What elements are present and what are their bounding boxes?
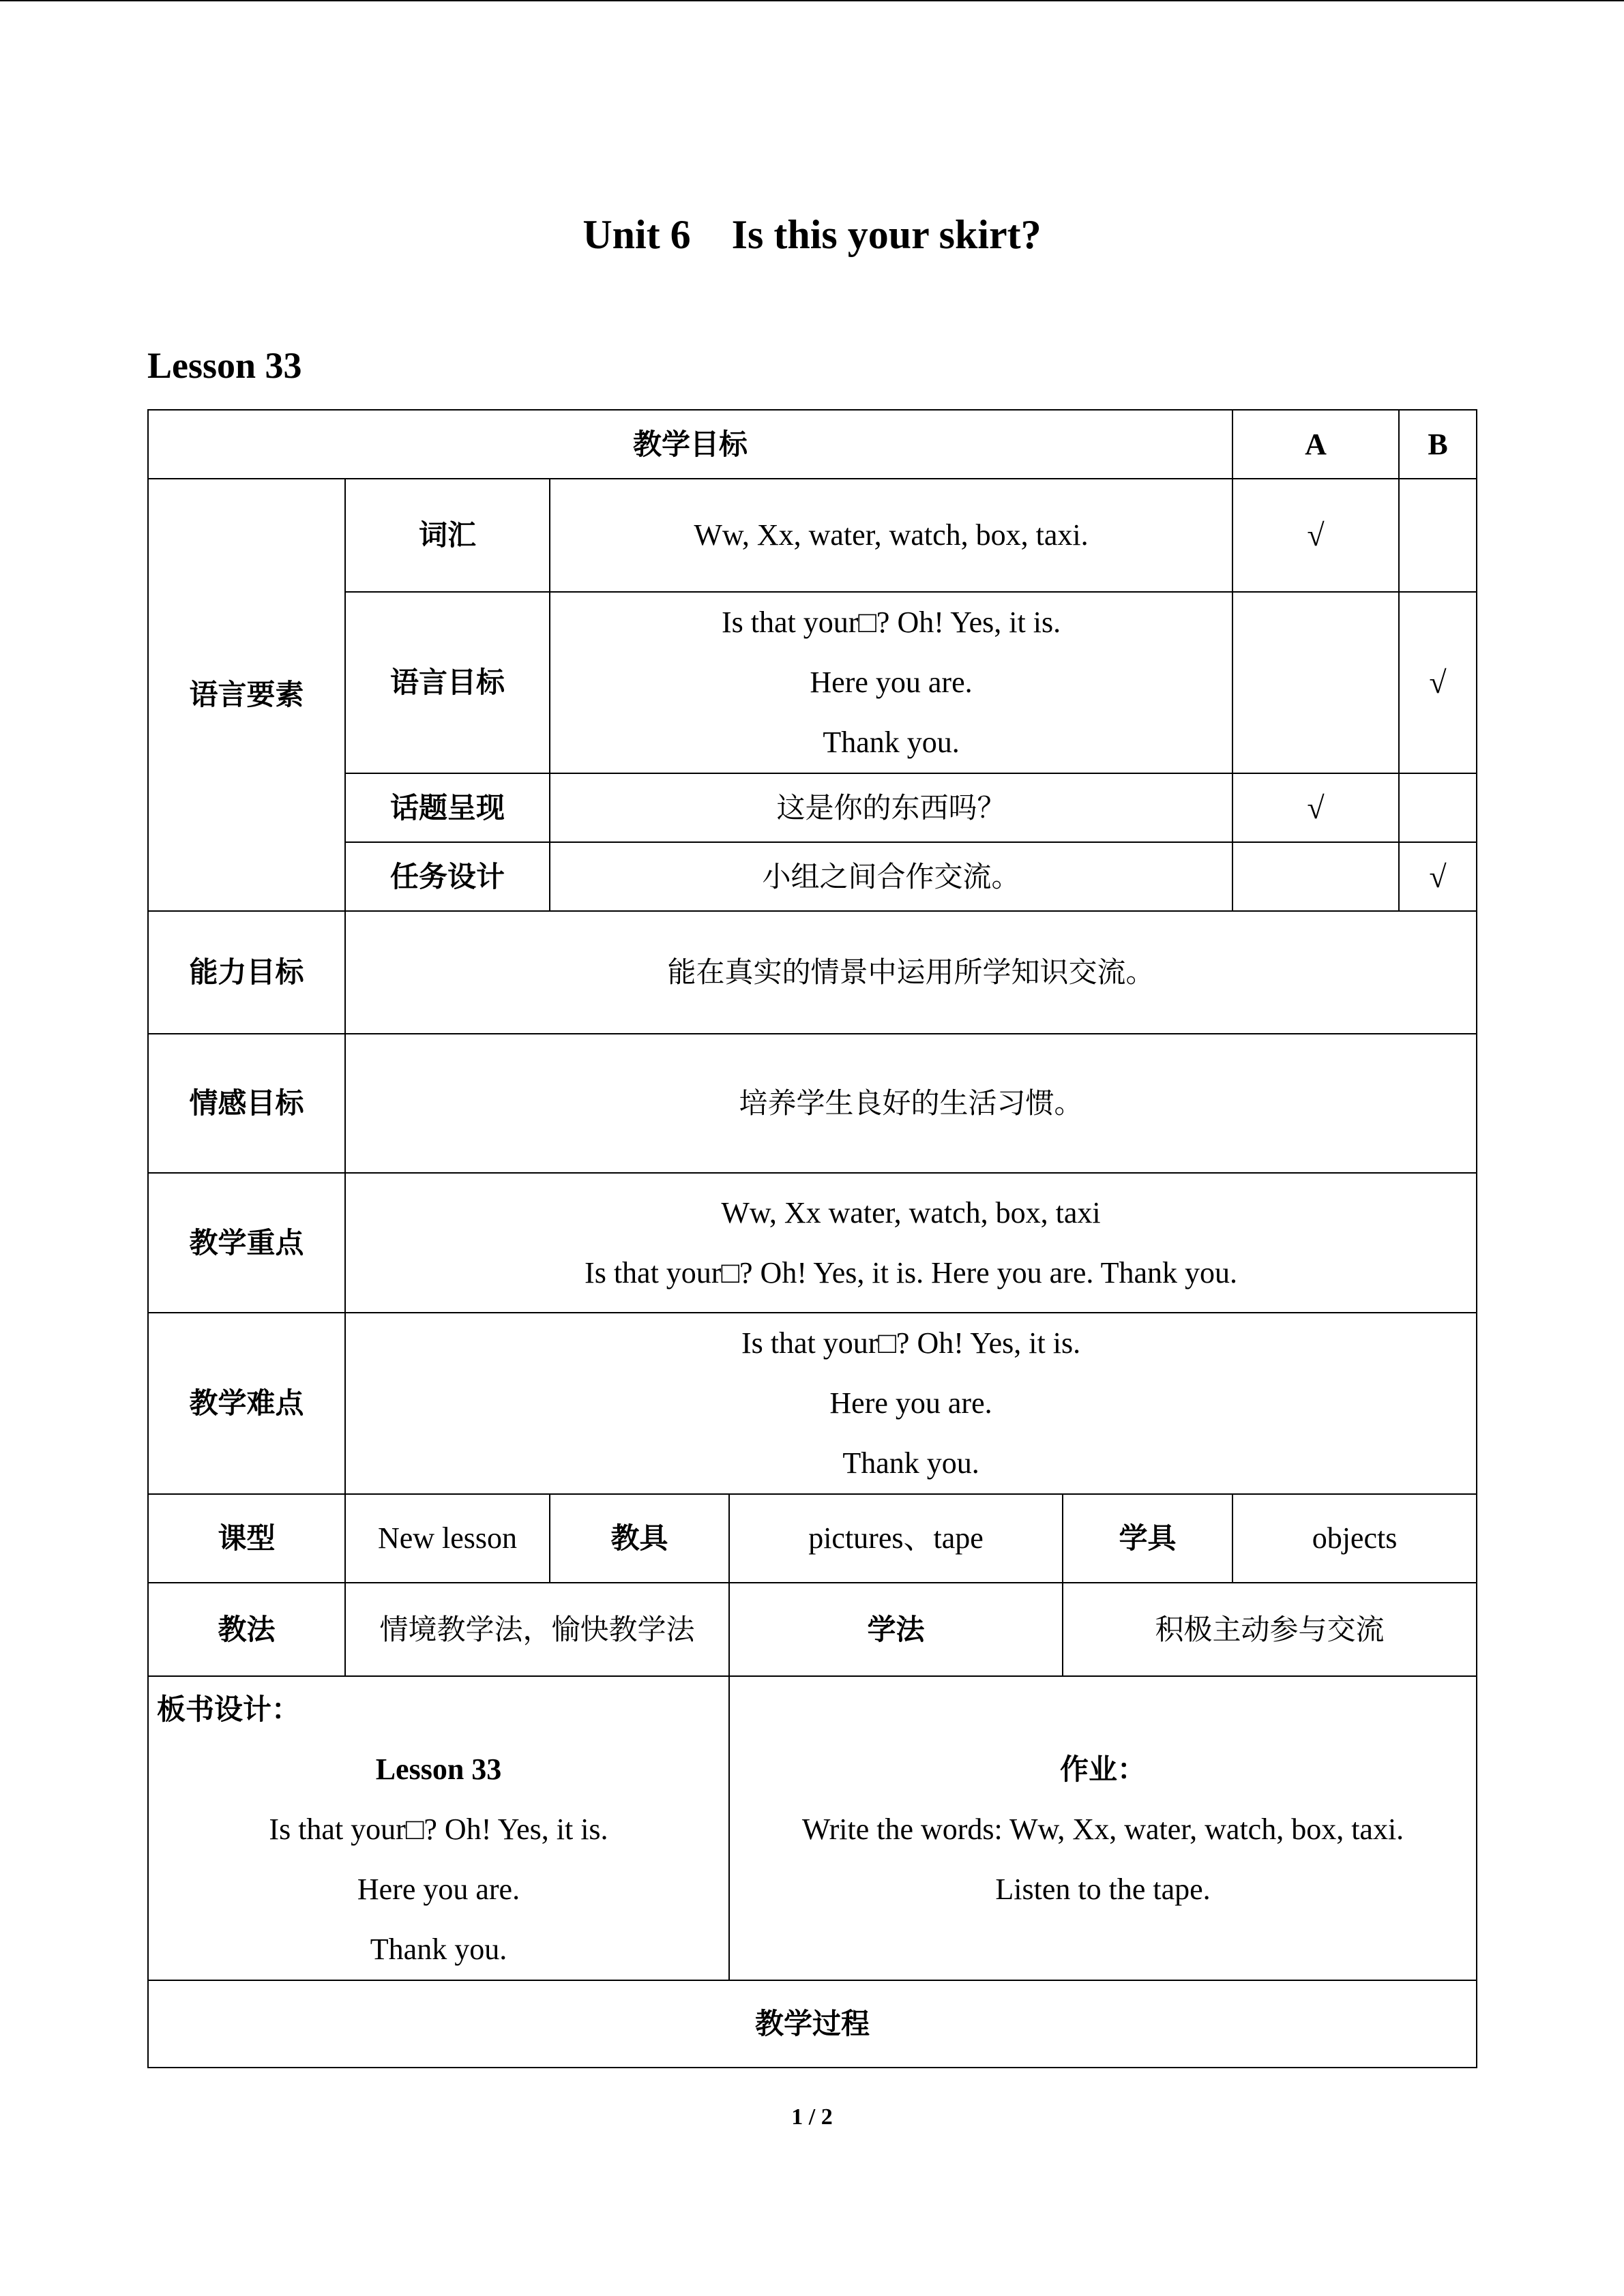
- board-design-line-3: Thank you.: [370, 1933, 507, 1966]
- language-elements-label: 语言要素: [148, 479, 345, 911]
- learning-method-label: 学法: [729, 1583, 1063, 1676]
- objectives-header: 教学目标: [148, 410, 1232, 479]
- task-label: 任务设计: [345, 842, 550, 911]
- emotion-label: 情感目标: [148, 1034, 345, 1173]
- page-number: 1 / 2: [791, 2104, 833, 2130]
- topic-content: 这是你的东西吗？: [550, 773, 1232, 842]
- difficulties-content: [345, 1313, 1477, 1494]
- key-points-line-1: Ww, Xx water, watch, box, taxi: [721, 1195, 1101, 1229]
- homework-label: 作业：: [1060, 1753, 1147, 1786]
- language-goals-label: 语言目标: [345, 592, 550, 773]
- language-goals-line-1: Is that your□? Oh! Yes, it is.: [721, 606, 1061, 639]
- board-design-line-2: Here you are.: [357, 1873, 520, 1906]
- teaching-method-label: 教法: [148, 1583, 345, 1676]
- teaching-method-value: 情境教学法，愉快教学法: [345, 1583, 729, 1676]
- language-goals-content: [550, 592, 1232, 773]
- board-design-title: Lesson 33: [375, 1753, 502, 1786]
- task-b-mark: √: [1399, 842, 1477, 911]
- task-content: 小组之间合作交流。: [550, 842, 1232, 911]
- vocabulary-a-mark: √: [1232, 479, 1399, 592]
- vocabulary-content: [550, 479, 1232, 592]
- topic-label: 话题呈现: [345, 773, 550, 842]
- lesson-type-value: New lesson: [345, 1494, 550, 1583]
- board-design-cell: [148, 1676, 729, 1980]
- language-goals-line-2: Here you are.: [810, 666, 973, 699]
- page-top-border: [0, 0, 1624, 1]
- column-a-label: A: [1305, 427, 1327, 461]
- language-goals-a-mark: [1232, 592, 1399, 773]
- vocabulary-line: Ww, Xx, water, watch, box, taxi.: [694, 518, 1089, 552]
- vocabulary-b-mark: [1399, 479, 1477, 592]
- lesson-plan-table: [147, 409, 1477, 2068]
- ability-label: 能力目标: [148, 911, 345, 1034]
- vocabulary-label: 词汇: [345, 479, 550, 592]
- difficulties-line-3: Thank you.: [842, 1446, 979, 1480]
- key-points-line-2: Is that your□? Oh! Yes, it is. Here you are. Thank you.: [585, 1255, 1237, 1289]
- ability-content: 能在真实的情景中运用所学知识交流。: [345, 911, 1477, 1034]
- emotion-content: 培养学生良好的生活习惯。: [345, 1034, 1477, 1173]
- language-goals-b-mark: √: [1399, 592, 1477, 773]
- difficulties-label: 教学难点: [148, 1313, 345, 1494]
- topic-b-mark: [1399, 773, 1477, 842]
- topic-a-mark: √: [1232, 773, 1399, 842]
- key-points-content: [345, 1173, 1477, 1313]
- lesson-heading: Lesson 33: [147, 345, 302, 386]
- learning-aids-value: objects: [1232, 1494, 1477, 1583]
- homework-line-1: Write the words: Ww, Xx, water, watch, box, taxi.: [801, 1813, 1404, 1846]
- teaching-process-header: 教学过程: [148, 1980, 1477, 2068]
- difficulties-line-1: Is that your□? Oh! Yes, it is.: [741, 1326, 1081, 1360]
- difficulties-line-2: Here you are.: [829, 1386, 992, 1420]
- learning-aids-label: 学具: [1063, 1494, 1232, 1583]
- teaching-aids-value: pictures、tape: [729, 1494, 1063, 1583]
- board-design-line-1: Is that your□? Oh! Yes, it is.: [269, 1813, 608, 1846]
- key-points-label: 教学重点: [148, 1173, 345, 1313]
- language-goals-line-3: Thank you.: [823, 726, 960, 759]
- homework-line-2: Listen to the tape.: [995, 1873, 1211, 1906]
- homework-cell: [729, 1676, 1477, 1980]
- board-design-label: 板书设计：: [157, 1693, 301, 1726]
- teaching-aids-label: 教具: [550, 1494, 729, 1583]
- unit-title: Unit 6 Is this your skirt?: [582, 212, 1042, 257]
- column-b-header: B: [1399, 410, 1477, 479]
- column-a-header: [1232, 410, 1399, 479]
- learning-method-value: 积极主动参与交流: [1063, 1583, 1477, 1676]
- task-a-mark: [1232, 842, 1399, 911]
- lesson-type-label: 课型: [148, 1494, 345, 1583]
